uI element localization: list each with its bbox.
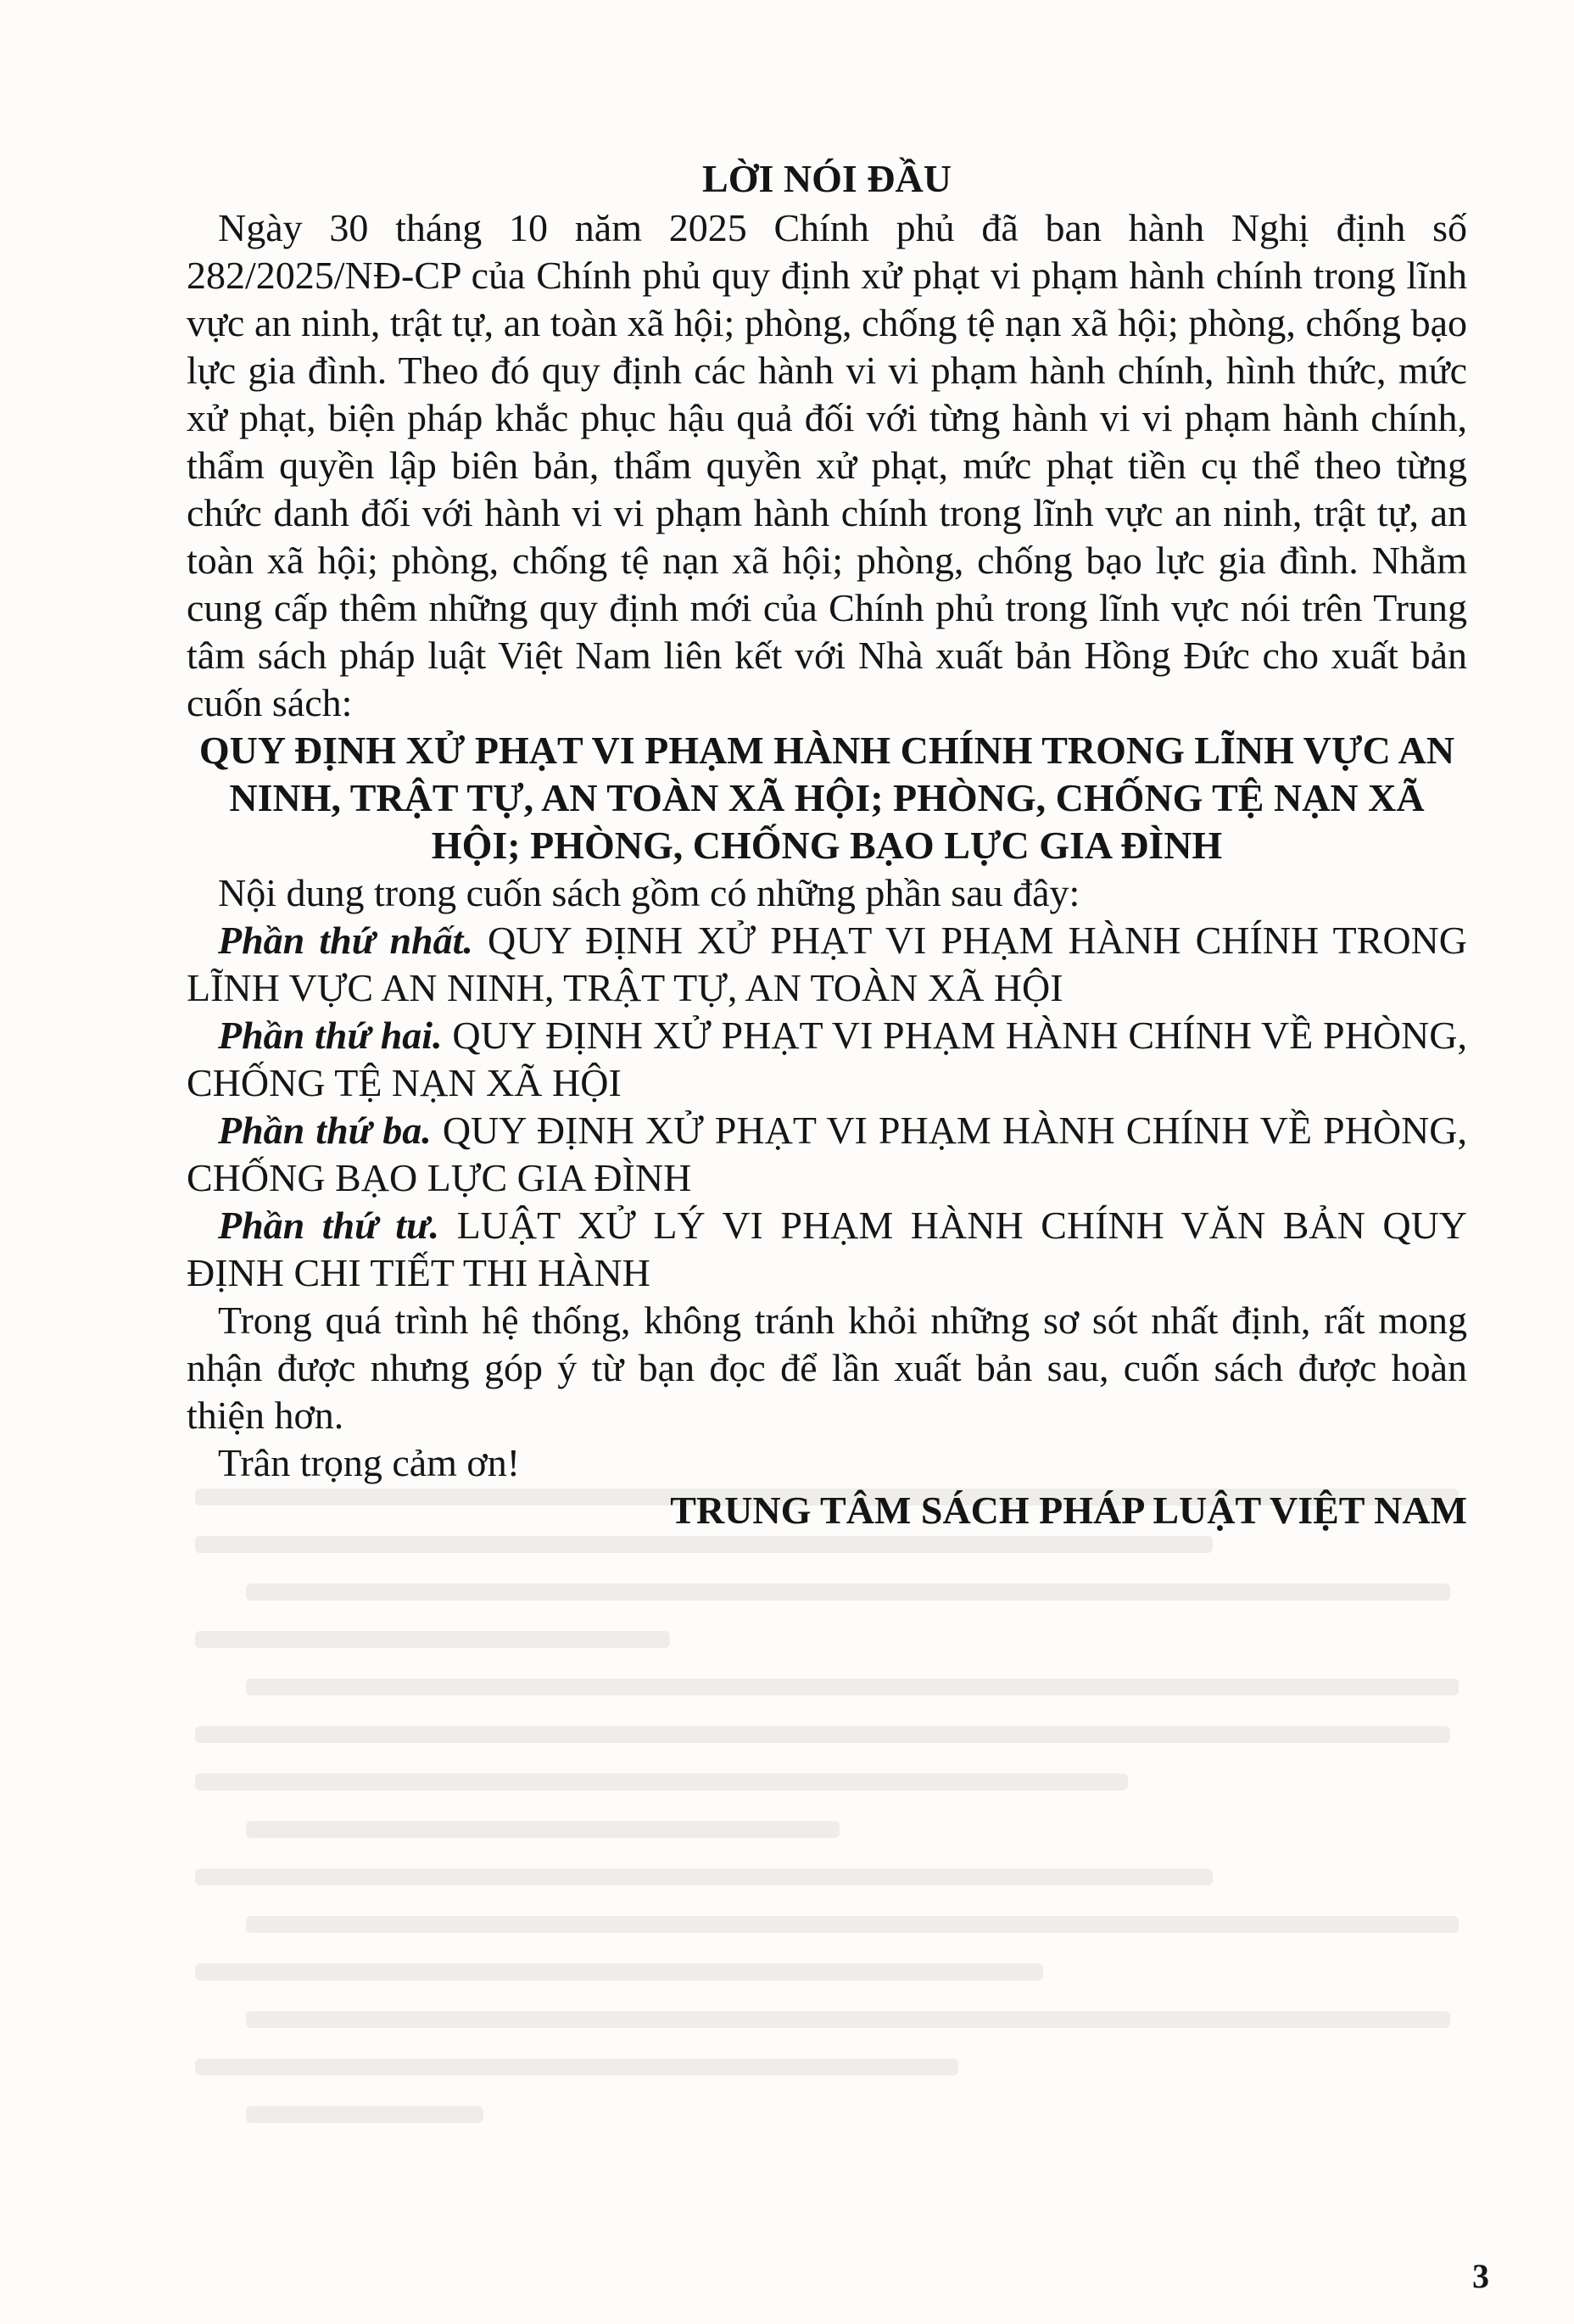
- part-one-text: QUY ĐỊNH XỬ PHẠT VI PHẠM HÀNH CHÍNH TRONG LĨNH VỰC AN NINH, TRẬT TỰ, AN TOÀN XÃ HỘI: [187, 919, 1467, 1009]
- part-four-label: Phần thứ tư.: [218, 1204, 440, 1247]
- part-four: [187, 1202, 1467, 1297]
- part-four-text: LUẬT XỬ LÝ VI PHẠM HÀNH CHÍNH VĂN BẢN QUY ĐỊNH CHI TIẾT THI HÀNH: [187, 1204, 1468, 1294]
- part-one-label: Phần thứ nhất.: [218, 919, 473, 962]
- part-three-text: QUY ĐỊNH XỬ PHẠT VI PHẠM HÀNH CHÍNH VỀ PHÒNG, CHỐNG BẠO LỰC GIA ĐÌNH: [187, 1109, 1467, 1199]
- part-three-label: Phần thứ ba.: [218, 1109, 432, 1152]
- preface-heading: LỜI NÓI ĐẦU: [702, 157, 952, 200]
- part-two-label: Phần thứ hai.: [218, 1014, 443, 1057]
- bleed-through-texture: [195, 1480, 1467, 2154]
- intro-paragraph: Ngày 30 tháng 10 năm 2025 Chính phủ đã ban hành Nghị định số 282/2025/NĐ-CP của Chính phủ quy định xử phạt vi phạm hành chính trong lĩnh vực an ninh, trật tự, an toàn xã hội; phòng, chống tệ nạn xã hội; phòng, chống bạo lực gia đình. Theo đó quy định các hành vi vi phạm hành chính, hình thức, mức xử phạt, biện pháp khắc phục hậu quả đối với từng hành vi vi phạm hành chính, thẩm quyền lập biên bản, thẩm quyền xử phạt, mức phạt tiền cụ thể theo từng chức danh đối với hành vi vi phạm hành chính trong lĩnh vực an ninh, trật tự, an toàn xã hội; phòng, chống tệ nạn xã hội; phòng, chống bạo lực gia đình. Nhằm cung cấp thêm những quy định mới của Chính phủ trong lĩnh vực nói trên Trung tâm sách pháp luật Việt Nam liên kết với Nhà xuất bản Hồng Đức cho xuất bản cuốn sách:: [187, 206, 1467, 724]
- contents-intro: Nội dung trong cuốn sách gồm có những phần sau đây:: [218, 871, 1080, 914]
- book-title: QUY ĐỊNH XỬ PHẠT VI PHẠM HÀNH CHÍNH TRONG LĨNH VỰC AN NINH, TRẬT TỰ, AN TOÀN XÃ HỘI; PHÒNG, CHỐNG TỆ NẠN XÃ HỘI; PHÒNG, CHỐNG BẠO LỰC GIA ĐÌNH: [198, 729, 1455, 867]
- signature: TRUNG TÂM SÁCH PHÁP LUẬT VIỆT NAM: [670, 1489, 1467, 1532]
- thanks-line: Trân trọng cảm ơn!: [218, 1441, 521, 1484]
- part-three: [187, 1107, 1467, 1202]
- part-one: [187, 917, 1467, 1012]
- bleed-through-lines: [195, 1480, 1467, 2142]
- closing-paragraph: Trong quá trình hệ thống, không tránh khỏi những sơ sót nhất định, rất mong nhận được nhưng góp ý từ bạn đọc để lần xuất bản sau, cuốn sách được hoàn thiện hơn.: [187, 1299, 1467, 1437]
- part-two: [187, 1012, 1467, 1107]
- page-number: 3: [1472, 2257, 1489, 2295]
- preface-content: [187, 155, 1467, 1534]
- part-two-text: QUY ĐỊNH XỬ PHẠT VI PHẠM HÀNH CHÍNH VỀ PHÒNG, CHỐNG TỆ NẠN XÃ HỘI: [187, 1014, 1467, 1104]
